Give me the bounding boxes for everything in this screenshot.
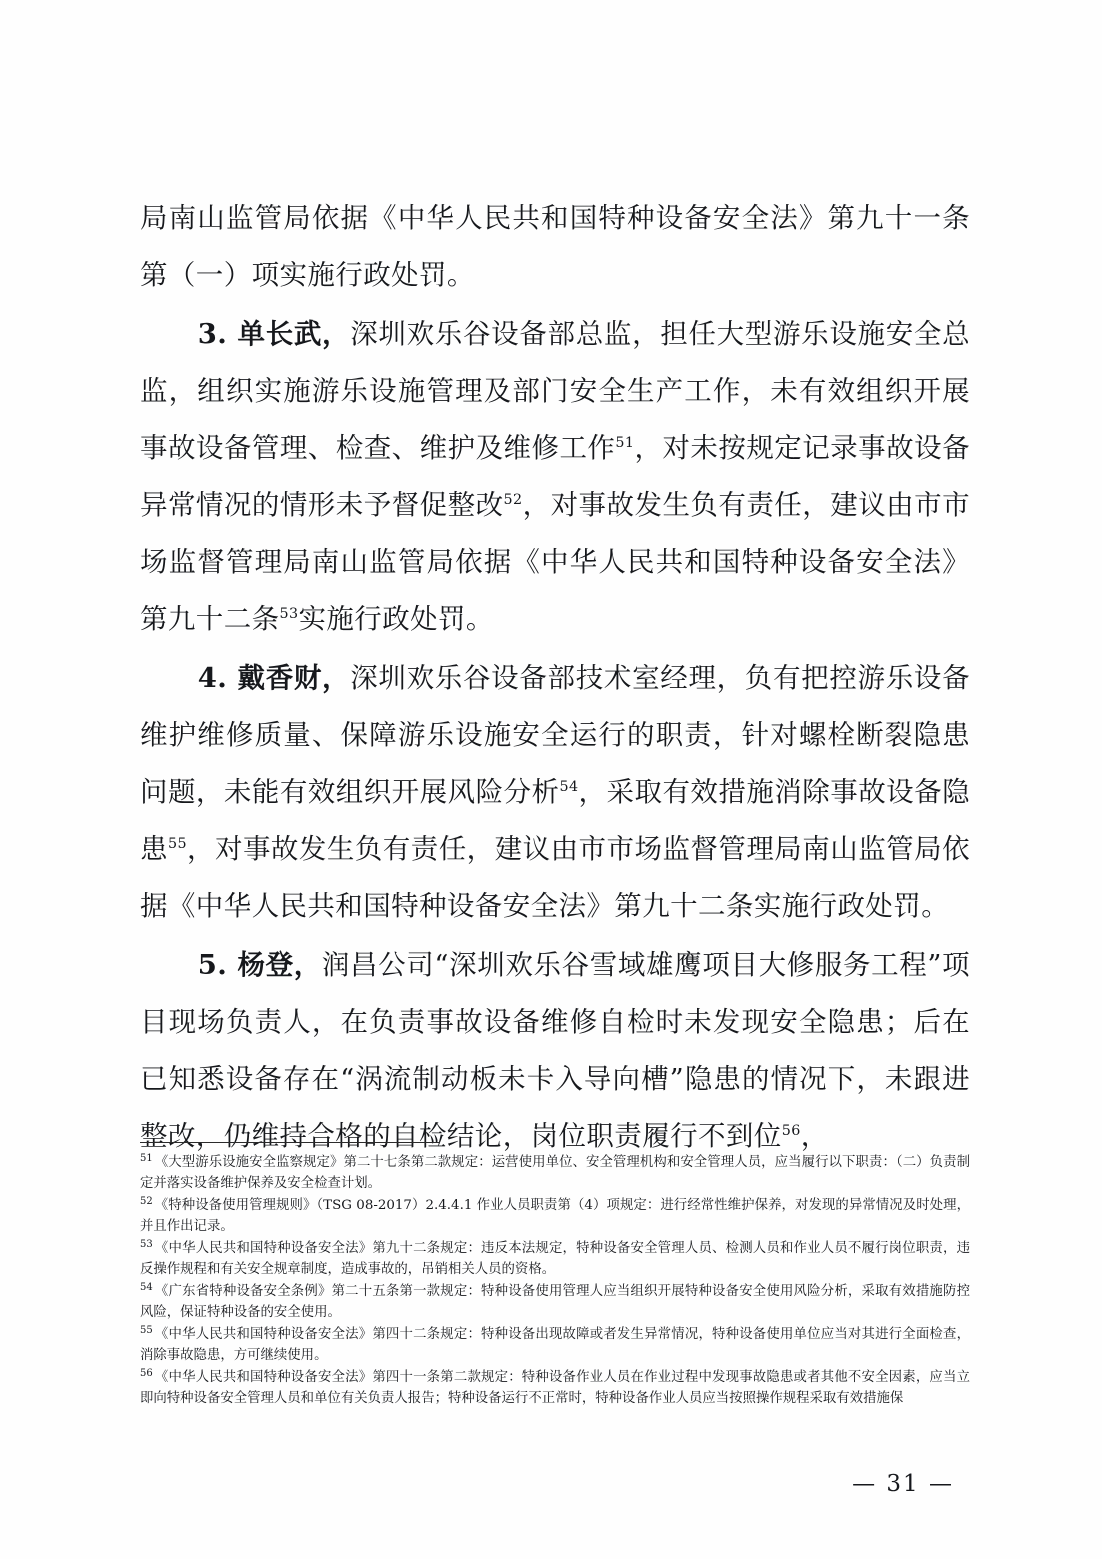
footnote-marker[interactable]: 53: [279, 605, 299, 622]
paragraph-item-3: [140, 306, 970, 648]
footnote-number: 53: [140, 1238, 153, 1250]
paragraph-item-5: [140, 937, 970, 1165]
footnote-marker[interactable]: 55: [167, 835, 187, 852]
footnote-item: [140, 1152, 970, 1194]
footnote-item: [140, 1281, 970, 1323]
page-number: — 31 —: [852, 1471, 954, 1497]
footnote-text: 《中华人民共和国特种设备安全法》第四十一条第二款规定：特种设备作业人员在作业过程中发现事故隐患或者其他不安全因素，应当立即向特种设备安全管理人员和单位有关负责人报告；特种设备运行不正常时，特种设备作业人员应当按照操作规程采取有效措施保: [140, 1370, 970, 1406]
paragraph-lead-label: 3. 单长武，: [197, 318, 351, 350]
footnote-text: 《中华人民共和国特种设备安全法》第九十二条规定：违反本法规定，特种设备安全管理人员、检测人员和作业人员不履行岗位职责，违反操作规程和有关安全规章制度，造成事故的，吊销相关人员的资格。: [140, 1241, 970, 1277]
footnote-marker[interactable]: 56: [781, 1122, 801, 1139]
footnote-number: 55: [140, 1324, 153, 1336]
page-body: [140, 190, 970, 1167]
paragraph-text: 深圳欢乐谷设备部总监，担任大型游乐设施安全总监，组织实施游乐设施管理及部门安全生产工作，未有效组织开展事故设备管理、检查、维护及维修工作: [140, 318, 970, 464]
paragraph-lead-label: 4. 戴香财，: [197, 662, 351, 694]
paragraph-text: ，对事故发生负有责任，建议由市市场监督管理局南山监管局依据《中华人民共和国特种设备安全法》第九十二条实施行政处罚。: [140, 833, 970, 922]
footnote-item: [140, 1238, 970, 1280]
footnote-text: 《大型游乐设施安全监察规定》第二十七条第二款规定：运营使用单位、安全管理机构和安全管理人员，应当履行以下职责：（二）负责制定并落实设备维护保养及安全检查计划。: [140, 1155, 970, 1191]
paragraph-item-4: [140, 650, 970, 935]
paragraph-text: 局南山监管局依据《中华人民共和国特种设备安全法》第九十一条第（一）项实施行政处罚。: [140, 202, 970, 291]
paragraph-text: 实施行政处罚。: [298, 603, 494, 635]
paragraph-text: ，对事故发生负有责任，建议由市市场监督管理局南山监管局依据《中华人民共和国特种设备安全法》第九十二条: [140, 489, 970, 635]
footnote-separator-rule: [140, 1142, 440, 1143]
footnote-item: [140, 1195, 970, 1237]
footnote-number: 54: [140, 1281, 153, 1293]
footnote-area: [140, 1142, 970, 1410]
footnote-number: 52: [140, 1195, 153, 1207]
footnote-number: 51: [140, 1152, 153, 1164]
footnote-marker[interactable]: 52: [503, 491, 523, 508]
paragraph-text: 润昌公司“深圳欢乐谷雪域雄鹰项目大修服务工程”项目现场负责人，在负责事故设备维修自检时未发现安全隐患；后在已知悉设备存在“涡流制动板未卡入导向槽”隐患的情况下，未跟进整改，仍维持合格的自检结论，岗位职责履行不到位: [140, 949, 970, 1152]
footnote-text: 《广东省特种设备安全条例》第二十五条第一款规定：特种设备使用管理人应当组织开展特种设备安全使用风险分析，采取有效措施防控风险，保证特种设备的安全使用。: [140, 1284, 970, 1320]
footnote-text: 《特种设备使用管理规则》（TSG 08-2017）2.4.4.1 作业人员职责第（4）项规定：进行经常性维护保养，对发现的异常情况及时处理，并且作出记录。: [140, 1198, 970, 1234]
paragraph-lead-label: 5. 杨登，: [197, 949, 322, 981]
footnote-list: [140, 1152, 970, 1409]
footnote-marker[interactable]: 54: [559, 778, 579, 795]
footnote-item: [140, 1324, 970, 1366]
paragraph-text: 深圳欢乐谷设备部技术室经理，负有把控游乐设备维护维修质量、保障游乐设施安全运行的职责，针对螺栓断裂隐患问题，未能有效组织开展风险分析: [140, 662, 970, 808]
paragraph-continued: [140, 190, 970, 304]
footnote-item: [140, 1367, 970, 1409]
footnote-number: 56: [140, 1367, 153, 1379]
paragraph-text: ，: [800, 1120, 829, 1152]
paragraph-text: ，采取有效措施消除事故设备隐患: [140, 776, 970, 865]
paragraph-text: ，对未按规定记录事故设备异常情况的情形未予督促整改: [140, 432, 970, 521]
footnote-marker[interactable]: 51: [615, 434, 635, 451]
footnote-text: 《中华人民共和国特种设备安全法》第四十二条规定：特种设备出现故障或者发生异常情况，特种设备使用单位应当对其进行全面检查，消除事故隐患，方可继续使用。: [140, 1327, 970, 1363]
